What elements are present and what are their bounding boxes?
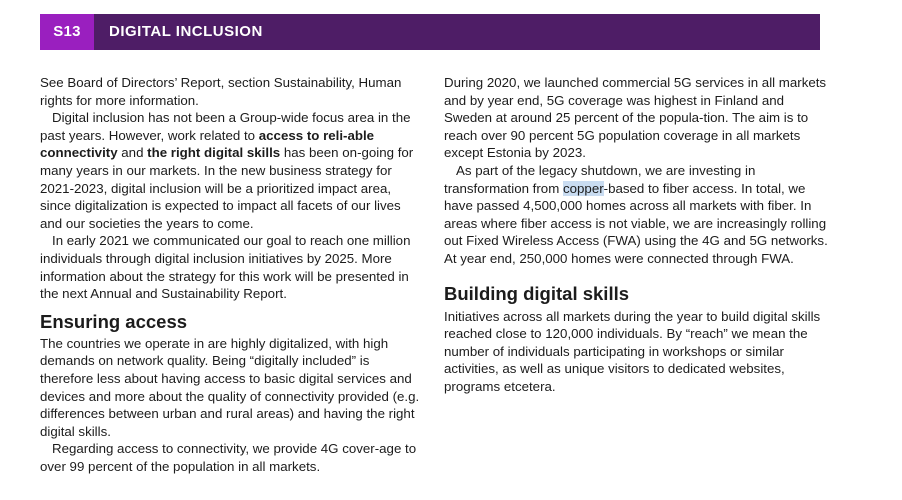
paragraph-4g-coverage: Regarding access to connectivity, we provide 4G cover-age to over 99 percent of the population in all markets. xyxy=(40,441,417,474)
heading-building-skills: Building digital skills xyxy=(444,282,630,304)
highlighted-text-selection[interactable]: copper xyxy=(562,180,604,196)
text-run: Digital inclusion has not been a Group-wide focus area in the past years. However, work related to xyxy=(40,110,411,143)
paragraph-goal: In early 2021 we communicated our goal to reach one million individuals through digital inclusion initiatives by 2025. More information about the strategy for this work will be presented in the next Annual and Sustainability Report. xyxy=(40,233,411,302)
text-run: has been on-going for many years in our markets. In the new business strategy for 2021-2023, digital inclusion will be a prioritized impact area, since digitalization is expected to impact all facets of our lives and our societies the years to come. xyxy=(40,145,414,231)
text-run: and xyxy=(117,145,148,161)
text-run: -based to fiber access. In total, we have passed 4,500,000 homes across all markets with fiber. In areas where fiber access is not viable, we are increasingly rolling out Fixed Wireless Access (FWA) using the 4G and 5G networks. At year end, 250,000 homes were connected through FWA. xyxy=(444,180,828,266)
paragraph-skills-initiatives: Initiatives across all markets during the year to build digital skills reached close to 120,000 individuals. By “reach” we mean the number of individuals participating in workshops or similar activities, as well as unique visitors to dedicated websites, programs etcetera. xyxy=(444,308,821,394)
paragraph-fiber xyxy=(444,162,832,268)
paragraph-board-reference: See Board of Directors’ Report, section Sustainability, Human rights for more information. xyxy=(40,75,402,108)
section-title: DIGITAL INCLUSION xyxy=(109,23,263,40)
heading-ensuring-access: Ensuring access xyxy=(40,310,188,332)
paragraph-network-quality: The countries we operate in are highly digitalized, with high demands on network quality. Being “digitally included” is therefore less about having access to basic digital services and devices and more about the quality of connectivity provided (e.g. differences between urban and rural areas) and having the right digital skills. xyxy=(40,335,420,439)
left-column xyxy=(40,74,420,475)
section-code: S13 xyxy=(40,14,94,50)
paragraph-5g-launch: During 2020, we launched commercial 5G services in all markets and by year end, 5G coverage was highest in Finland and Sweden at around 25 percent of the popula-tion. The aim is to reach over 90 percent 5G population coverage in all markets except Estonia by 2023. xyxy=(444,75,827,161)
text-run: As part of the legacy shutdown, we are investing in transformation from xyxy=(444,162,756,196)
right-column xyxy=(444,74,832,396)
section-header xyxy=(40,14,820,50)
bold-text-connectivity: access to reli-able connectivity xyxy=(40,127,375,161)
bold-text-skills: the right digital skills xyxy=(147,145,281,161)
paragraph-focus-area xyxy=(40,109,420,232)
